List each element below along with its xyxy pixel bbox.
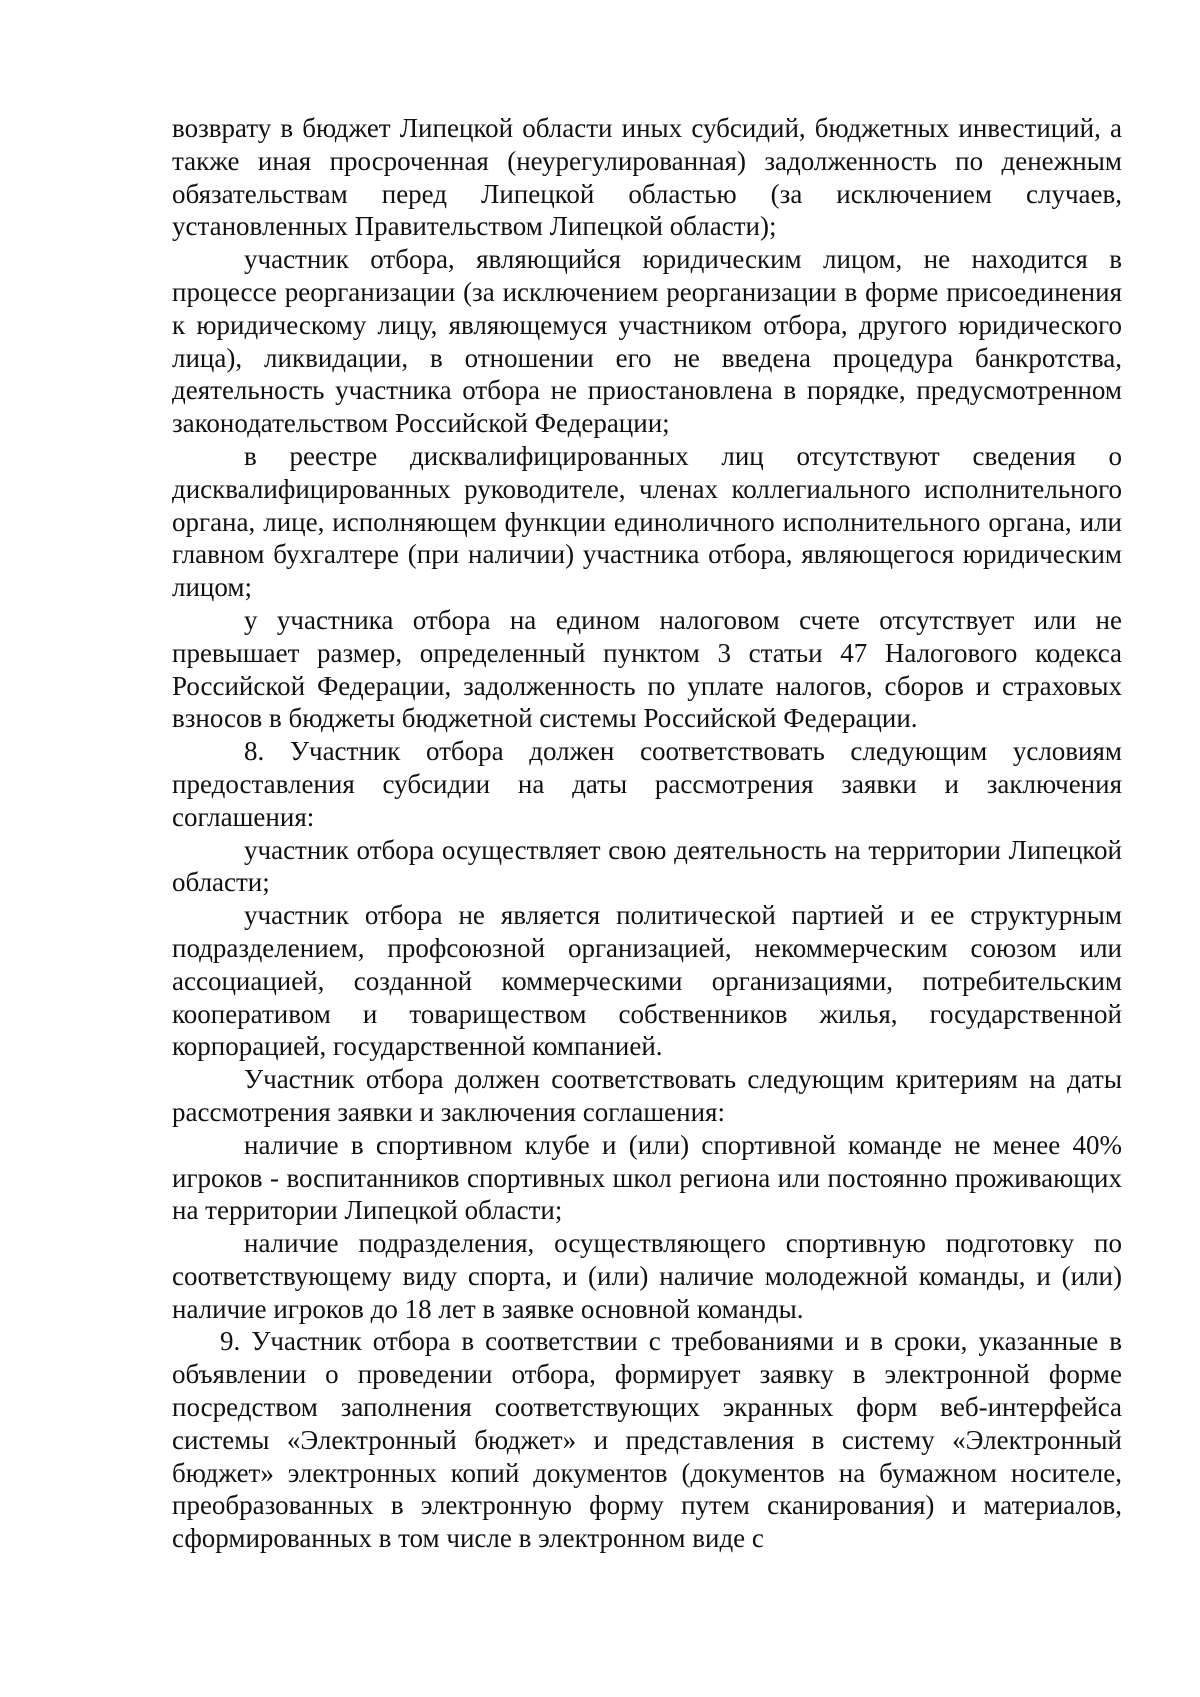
paragraph-continuation: возврату в бюджет Липецкой области иных субсидий, бюджетных инвестиций, а также иная просроченная (неурегулированная) задолженность по денежным обязательствам перед Липецкой областью (за исключением случаев, установленных Правительством Липецкой области); bbox=[172, 113, 1122, 242]
paragraph-criteria: Участник отбора должен соответствовать следующим критериям на даты рассмотрения заявки и заключения соглашения: bbox=[172, 1064, 1122, 1127]
paragraph-disqualified-registry: в реестре дисквалифицированных лиц отсутствуют сведения о дисквалифицированных руководителе, членах коллегиального исполнительного органа, лице, исполняющем функции единоличного исполнительного органа, или главном бухгалтере (при наличии) участника отбора, являющегося юридическим лицом; bbox=[172, 440, 1122, 603]
document-page bbox=[172, 112, 1122, 1555]
paragraph-item-8: 8. Участник отбора должен соответствовать следующим условиям предоставления субсидии на даты рассмотрения заявки и заключения соглашения: bbox=[172, 736, 1122, 832]
paragraph-youth-team: наличие подразделения, осуществляющего спортивную подготовку по соответствующему виду спорта, и (или) наличие молодежной команды, и (или) наличие игроков до 18 лет в заявке основной команды. bbox=[172, 1228, 1122, 1324]
paragraph-territory: участник отбора осуществляет свою деятельность на территории Липецкой области; bbox=[172, 834, 1122, 898]
paragraph-item-9: 9. Участник отбора в соответствии с требованиями и в сроки, указанные в объявлении о проведении отбора, формирует заявку в электронной форме посредством заполнения соответствующих экранных форм веб-интерфейса системы «Электронный бюджет» и представления в систему «Электронный бюджет» электронных копий документов (документов на бумажном носителе, преобразованных в электронную форму путем сканирования) и материалов, сформированных в том числе в электронном виде с bbox=[172, 1326, 1122, 1554]
paragraph-tax-debt: у участника отбора на едином налоговом счете отсутствует или не превышает размер, определенный пунктом 3 статьи 47 Налогового кодекса Российской Федерации, задолженность по уплате налогов, сборов и страховых взносов в бюджеты бюджетной системы Российской Федерации. bbox=[172, 604, 1122, 734]
paragraph-players-40-percent: наличие в спортивном клубе и (или) спортивной команде не менее 40% игроков - воспитанников спортивных школ региона или постоянно проживающих на территории Липецкой области; bbox=[172, 1129, 1122, 1226]
paragraph-reorganization: участник отбора, являющийся юридическим лицом, не находится в процессе реорганизации (за исключением реорганизации в форме присоединения к юридическому лицу, являющемуся участником отбора, другого юридического лица), ликвидации, в отношении его не введена процедура банкротства, деятельность участника отбора не приостановлена в порядке, предусмотренном законодательством Российской Федерации; bbox=[172, 244, 1122, 439]
paragraph-not-political-party: участник отбора не является политической партией и ее структурным подразделением, профсоюзной организацией, некоммерческим союзом или ассоциацией, созданной коммерческими организациями, потребительским кооперативом и товариществом собственников жилья, государственной корпорацией, государственной компанией. bbox=[172, 900, 1122, 1062]
